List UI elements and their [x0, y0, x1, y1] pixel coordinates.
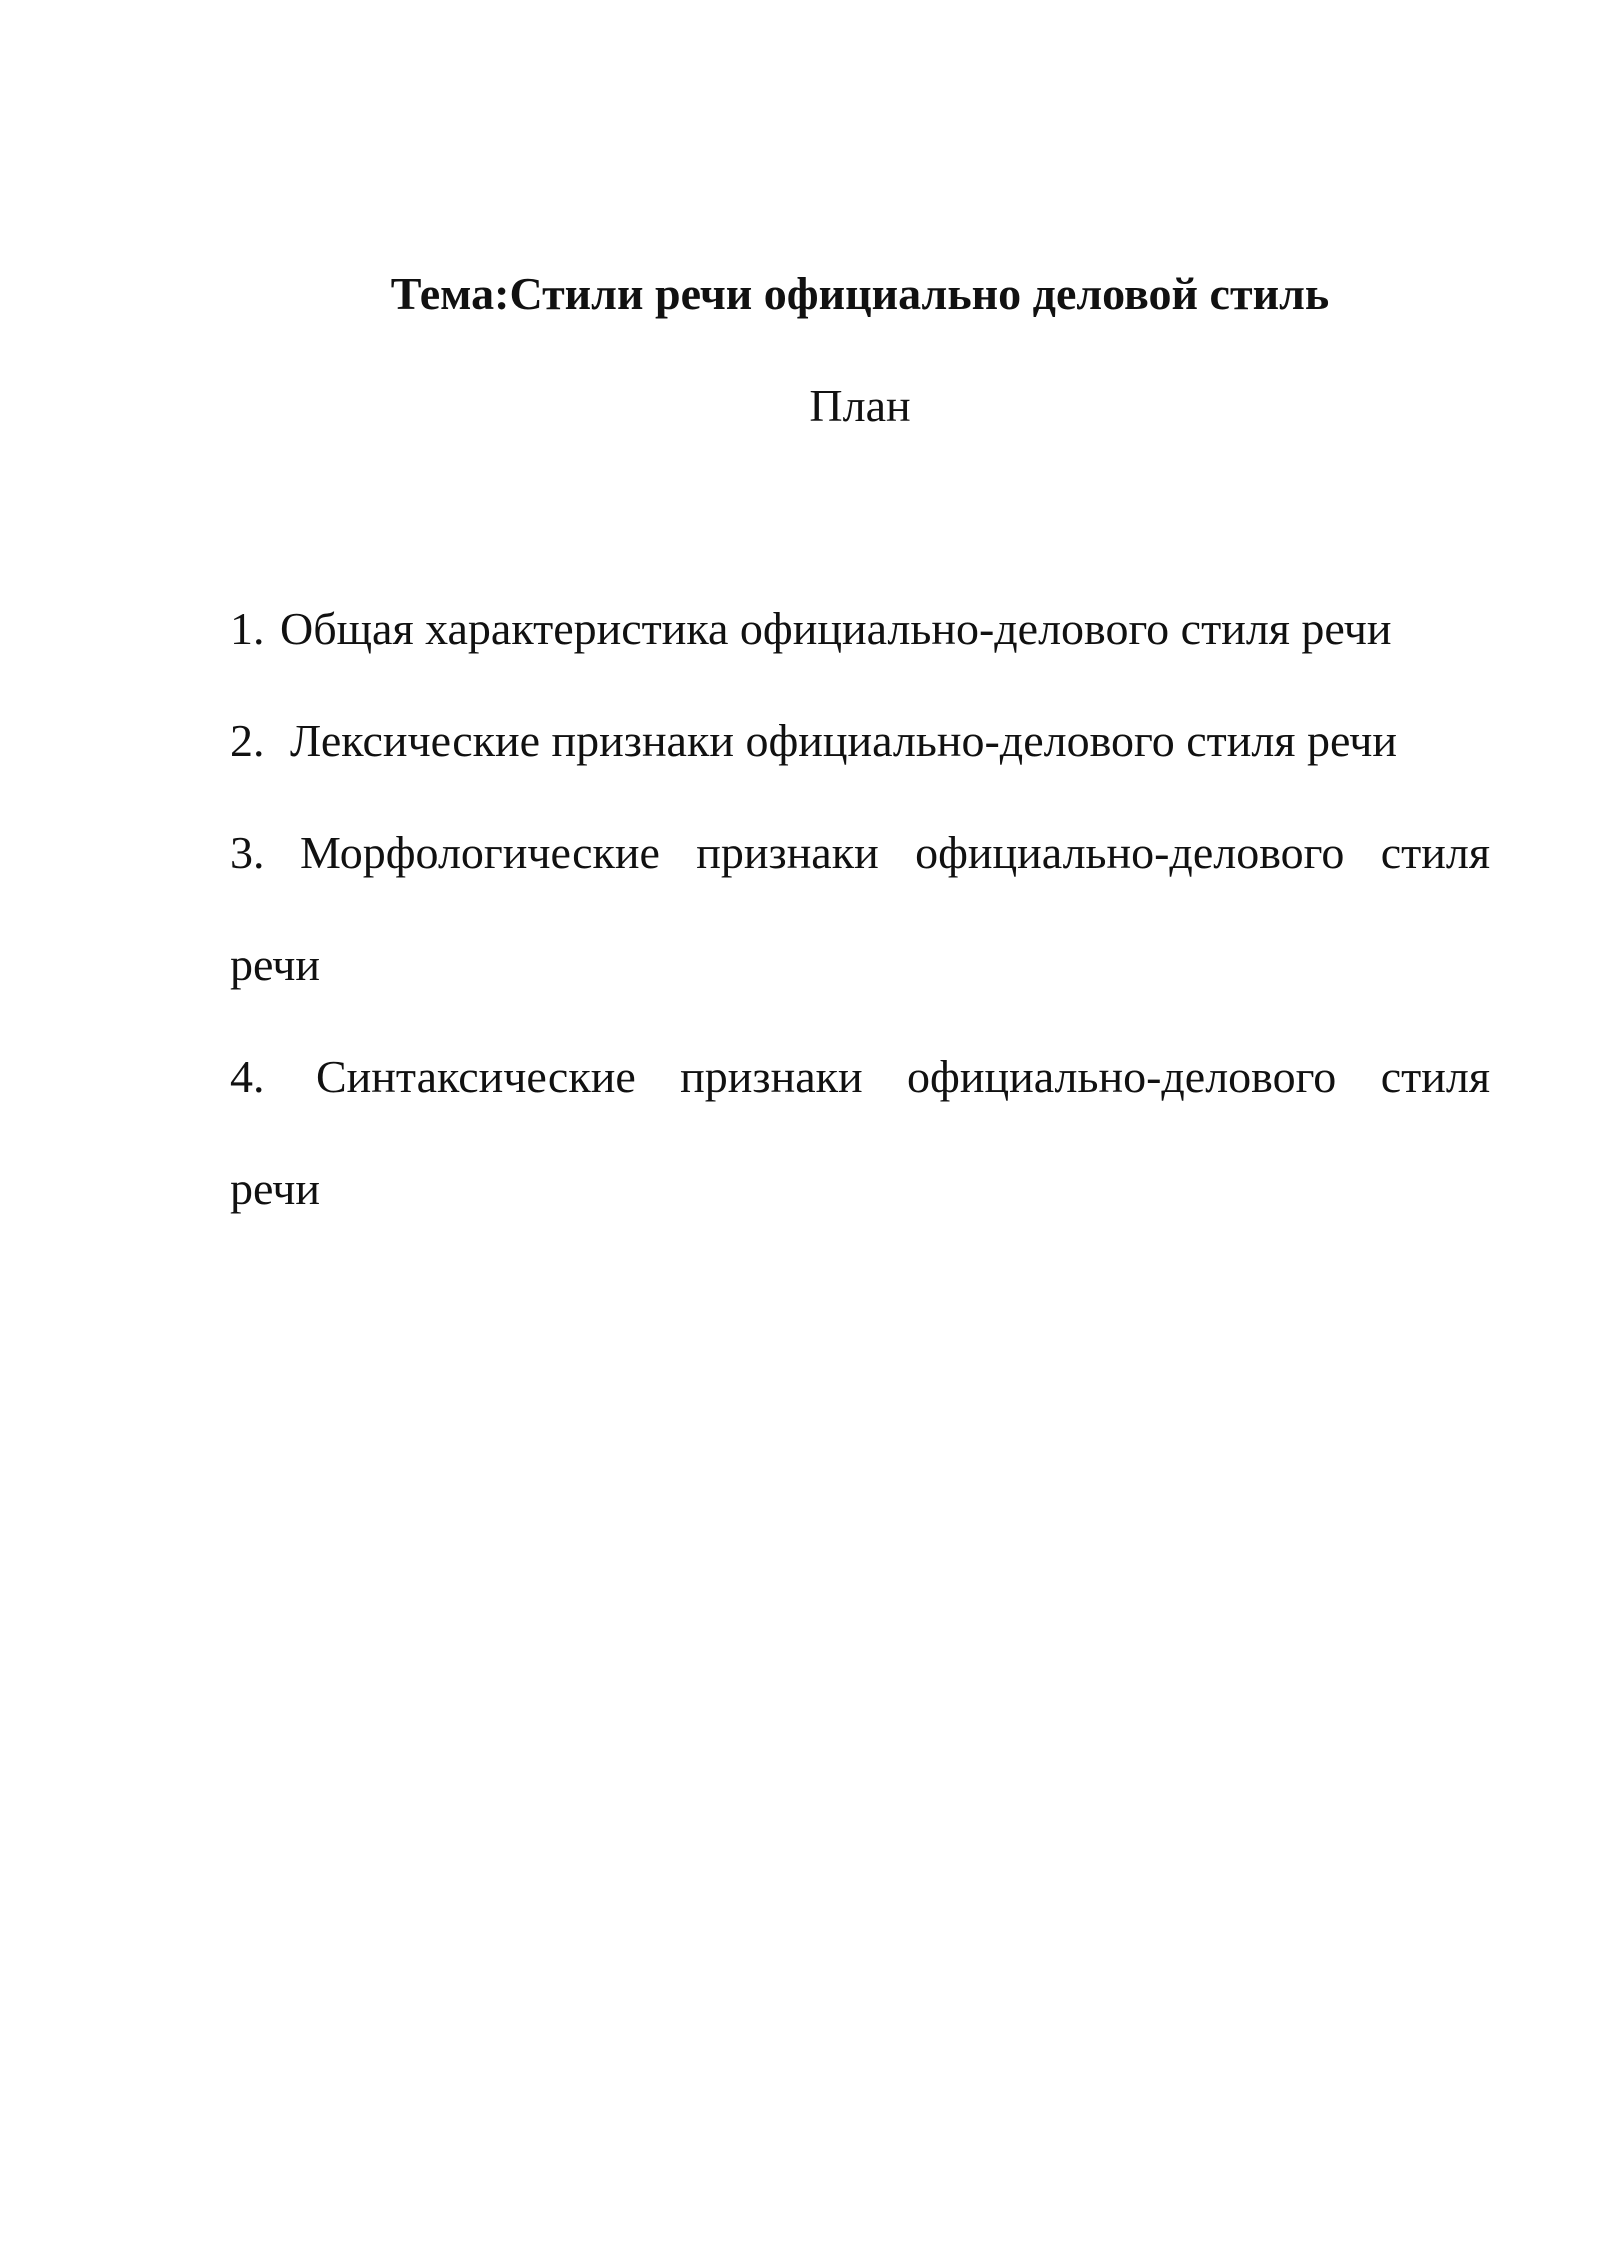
document-title: Тема:Стили речи официально деловой стиль	[390, 268, 1330, 319]
plan-item-2	[230, 685, 1490, 797]
plan-item-number: 1.	[230, 603, 265, 654]
plan-item-number: 2.	[230, 715, 265, 766]
plan-item-text: Морфологические признаки официально-делового стиля речи	[230, 827, 1490, 990]
plan-item-text: Синтаксические признаки официально-делового стиля речи	[230, 1051, 1490, 1214]
plan-item-3	[230, 797, 1490, 1021]
plan-item-text: Лексические признаки официально-делового стиля речи	[290, 715, 1397, 766]
plan-item-4	[230, 1021, 1490, 1245]
document-subtitle: План	[809, 380, 911, 431]
plan-list	[230, 573, 1490, 1245]
plan-item-number: 4.	[230, 1051, 265, 1102]
plan-item-text: Общая характеристика официально-делового стиля речи	[280, 603, 1392, 654]
plan-item-number: 3.	[230, 827, 265, 878]
plan-item-1	[230, 573, 1490, 685]
